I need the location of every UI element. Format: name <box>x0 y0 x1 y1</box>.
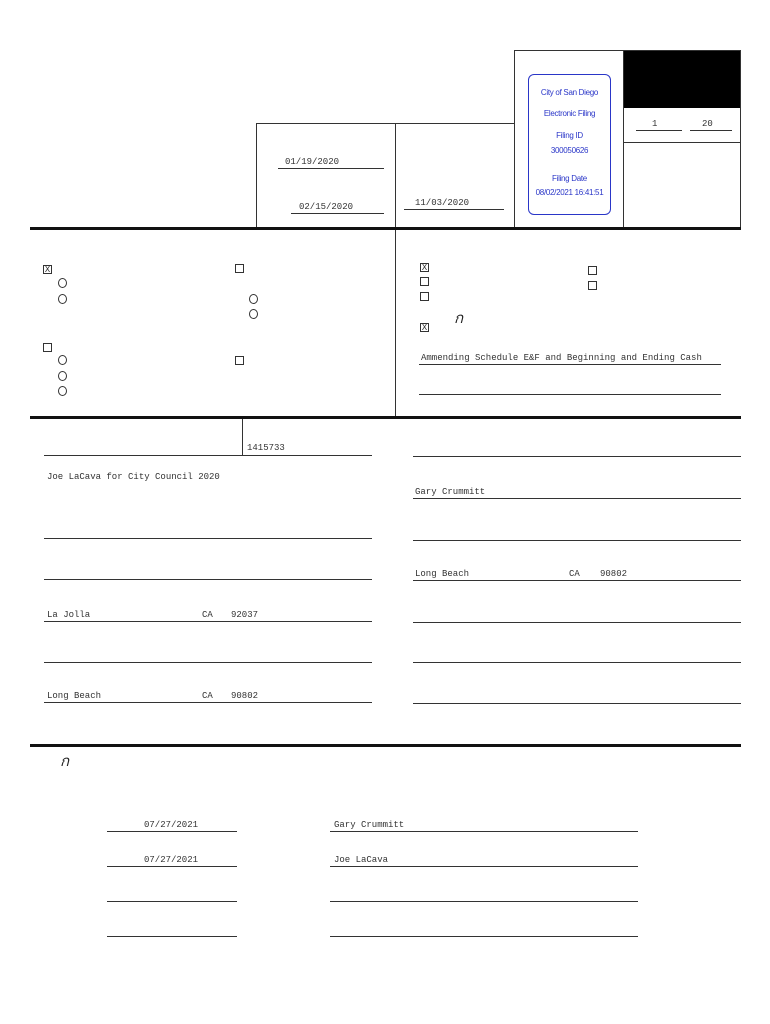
tilde-mark-2: ก <box>60 752 70 770</box>
verification-date-line-1 <box>107 831 237 832</box>
statement-type-checkbox-b[interactable] <box>235 264 244 273</box>
stamp-line2: Electronic Filing <box>543 109 596 118</box>
verification-date-1: 07/27/2021 <box>144 820 199 830</box>
statement-type-radio-b1[interactable] <box>249 294 258 304</box>
header-box-right <box>740 50 741 228</box>
election-date-line <box>404 209 504 210</box>
header-box-left <box>514 50 515 228</box>
stamp-line1: City of San Diego <box>540 88 599 97</box>
committee-line-3 <box>44 579 372 580</box>
statement-type-checkbox-c[interactable] <box>43 343 52 352</box>
stamp-filing-date-label: Filing Date <box>552 174 587 183</box>
page-total-line <box>690 130 732 131</box>
period-through-line <box>291 213 384 214</box>
statement-type-radio-c2[interactable] <box>58 371 67 381</box>
treasurer-line-1 <box>413 456 741 457</box>
treasurer-line-6 <box>413 662 741 663</box>
section1-divider <box>395 230 396 418</box>
statement-type-radio-c3[interactable] <box>58 386 67 396</box>
stamp-filing-date: 08/02/2021 16:41:51 <box>535 188 604 197</box>
statement-type-checkbox-a[interactable]: X <box>44 265 51 274</box>
header-box-top <box>514 50 741 51</box>
treasurer-line-7 <box>413 703 741 704</box>
committee-mailing-zip: 90802 <box>231 691 259 701</box>
right-checkbox-a[interactable]: X <box>421 263 428 272</box>
treasurer-line-4 <box>413 580 741 581</box>
committee-name: Joe LaCava for City Council 2020 <box>47 472 220 482</box>
period-from-line <box>278 168 384 169</box>
verification-date-line-4 <box>107 936 237 937</box>
treasurer-zip: 90802 <box>600 569 628 579</box>
committee-line-4 <box>44 621 372 622</box>
tilde-mark: ก <box>454 309 464 327</box>
amendment-line-1 <box>419 364 721 365</box>
committee-street-city: La Jolla <box>47 610 91 620</box>
right-checkbox-f[interactable] <box>588 281 597 290</box>
committee-line-5 <box>44 662 372 663</box>
committee-id-number: 1415733 <box>247 443 285 453</box>
verification-date-line-3 <box>107 901 237 902</box>
period-through-date: 02/15/2020 <box>299 202 354 212</box>
treasurer-line-2 <box>413 498 741 499</box>
committee-line-6 <box>44 702 372 703</box>
right-checkbox-e[interactable] <box>588 266 597 275</box>
verification-name-1: Gary Crummitt <box>334 820 405 830</box>
page-number: 1 <box>652 119 658 129</box>
section-rule-1 <box>30 227 741 230</box>
committee-mailing-state: CA <box>202 691 213 701</box>
stamp-filing-id: 300050626 <box>550 146 589 155</box>
electronic-filing-stamp <box>528 74 611 215</box>
verification-name-line-1 <box>330 831 638 832</box>
period-box-top <box>256 123 514 124</box>
id-number-divider <box>242 419 243 455</box>
amendment-description: Ammending Schedule E&F and Beginning and Ending Cash <box>421 353 702 363</box>
page-total: 20 <box>702 119 713 129</box>
page-number-line <box>636 130 682 131</box>
verification-name-line-4 <box>330 936 638 937</box>
verification-name-line-3 <box>330 901 638 902</box>
treasurer-line-5 <box>413 622 741 623</box>
right-checkbox-b[interactable] <box>420 277 429 286</box>
verification-date-line-2 <box>107 866 237 867</box>
committee-mailing-city: Long Beach <box>47 691 102 701</box>
page-box-bottom <box>623 142 741 143</box>
section-rule-3 <box>30 744 741 747</box>
committee-id-line <box>44 455 372 456</box>
election-date: 11/03/2020 <box>415 198 470 208</box>
right-checkbox-c[interactable] <box>420 292 429 301</box>
treasurer-name: Gary Crummitt <box>415 487 486 497</box>
statement-type-checkbox-d[interactable] <box>235 356 244 365</box>
statement-type-radio-a1[interactable] <box>58 278 67 288</box>
period-box-left <box>256 123 257 228</box>
statement-type-radio-a2[interactable] <box>58 294 67 304</box>
committee-line-2 <box>44 538 372 539</box>
verification-name-line-2 <box>330 866 638 867</box>
treasurer-line-3 <box>413 540 741 541</box>
section-rule-2 <box>30 416 741 419</box>
right-checkbox-d[interactable]: X <box>421 323 428 332</box>
statement-type-radio-c1[interactable] <box>58 355 67 365</box>
period-from-date: 01/19/2020 <box>285 157 340 167</box>
treasurer-state: CA <box>569 569 580 579</box>
treasurer-city: Long Beach <box>415 569 470 579</box>
verification-name-2: Joe LaCava <box>334 855 389 865</box>
committee-street-zip: 92037 <box>231 610 259 620</box>
amendment-line-2 <box>419 394 721 395</box>
statement-type-radio-b2[interactable] <box>249 309 258 319</box>
stamp-filing-id-label: Filing ID <box>556 131 583 140</box>
header-box-divider <box>623 50 624 228</box>
committee-street-state: CA <box>202 610 213 620</box>
verification-date-2: 07/27/2021 <box>144 855 199 865</box>
header-black-box <box>623 50 741 108</box>
period-box-divider <box>395 123 396 228</box>
